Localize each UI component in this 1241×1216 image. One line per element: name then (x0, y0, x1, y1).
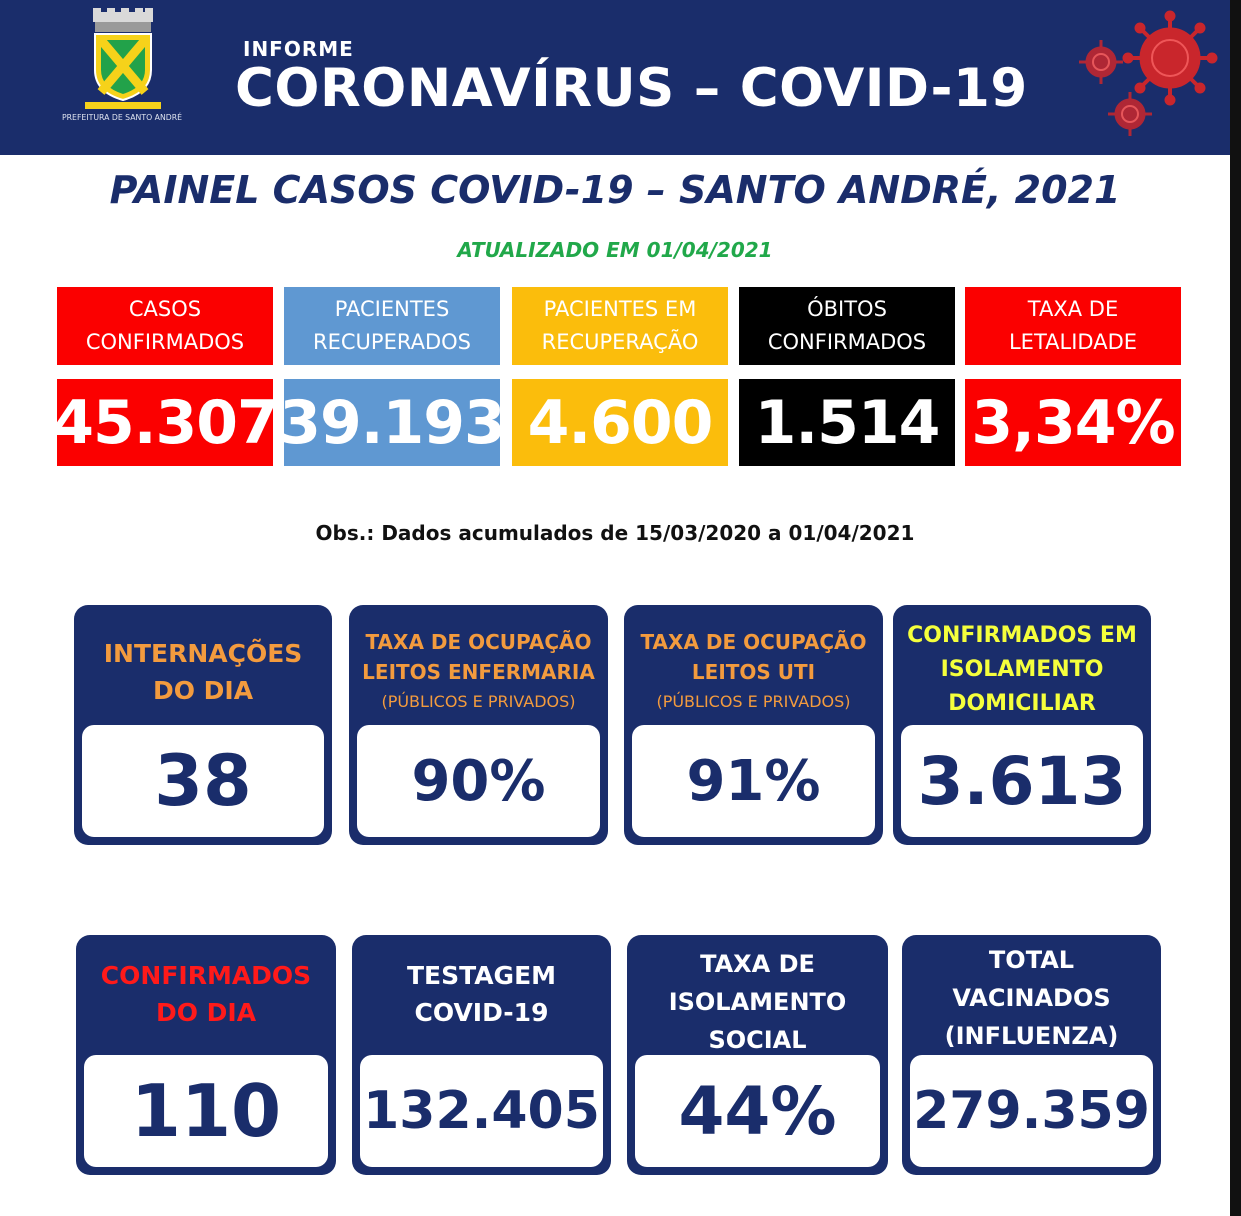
stat-label-deaths: ÓBITOS CONFIRMADOS (739, 287, 955, 365)
santo-andre-logo (55, 8, 190, 148)
coronavirus-icon (1075, 10, 1225, 145)
card-daily-confirmed: CONFIRMADOS DO DIA 110 (76, 935, 336, 1175)
card-value: 91% (632, 725, 875, 837)
card-value: 38 (82, 725, 324, 837)
card-ward-occupancy: TAXA DE OCUPAÇÃO LEITOS ENFERMARIA (PÚBLICOS E PRIVADOS) 90% (349, 605, 608, 845)
header-title: CORONAVÍRUS – COVID-19 (235, 58, 1028, 119)
observation-note: Obs.: Dados acumulados de 15/03/2020 a 01/04/2021 (315, 521, 915, 545)
card-value: 44% (635, 1055, 880, 1167)
card-value: 3.613 (901, 725, 1143, 837)
card-vaccinated: TOTAL VACINADOS (INFLUENZA) 279.359 (902, 935, 1161, 1175)
stat-value-recovering: 4.600 (512, 379, 728, 466)
stat-label-confirmed-cases: CASOS CONFIRMADOS (57, 287, 273, 365)
card-icu-occupancy: TAXA DE OCUPAÇÃO LEITOS UTI (PÚBLICOS E PRIVADOS) 91% (624, 605, 883, 845)
card-value: 90% (357, 725, 600, 837)
card-value: 279.359 (910, 1055, 1153, 1167)
header-kicker: INFORME (243, 37, 354, 61)
logo-text: PREFEITURA DE SANTO ANDRÉ (62, 113, 186, 122)
header-banner (0, 0, 1230, 155)
card-home-isolation: CONFIRMADOS EM ISOLAMENTO DOMICILIAR 3.613 (893, 605, 1151, 845)
updated-date: ATUALIZADO EM 01/04/2021 (457, 238, 773, 262)
stat-label-recovered: PACIENTES RECUPERADOS (284, 287, 500, 365)
stat-label-lethality: TAXA DE LETALIDADE (965, 287, 1181, 365)
stat-value-lethality: 3,34% (965, 379, 1181, 466)
card-value: 132.405 (360, 1055, 603, 1167)
panel-title: PAINEL CASOS COVID-19 – SANTO ANDRÉ, 2021 (109, 168, 1121, 212)
stat-value-recovered: 39.193 (284, 379, 500, 466)
stat-value-confirmed-cases: 45.307 (57, 379, 273, 466)
page-edge (1230, 0, 1241, 1216)
stat-label-recovering: PACIENTES EM RECUPERAÇÃO (512, 287, 728, 365)
card-social-isolation: TAXA DE ISOLAMENTO SOCIAL 44% (627, 935, 888, 1175)
card-daily-hospitalizations: INTERNAÇÕES DO DIA 38 (74, 605, 332, 845)
stat-value-deaths: 1.514 (739, 379, 955, 466)
card-testing: TESTAGEM COVID-19 132.405 (352, 935, 611, 1175)
card-value: 110 (84, 1055, 328, 1167)
